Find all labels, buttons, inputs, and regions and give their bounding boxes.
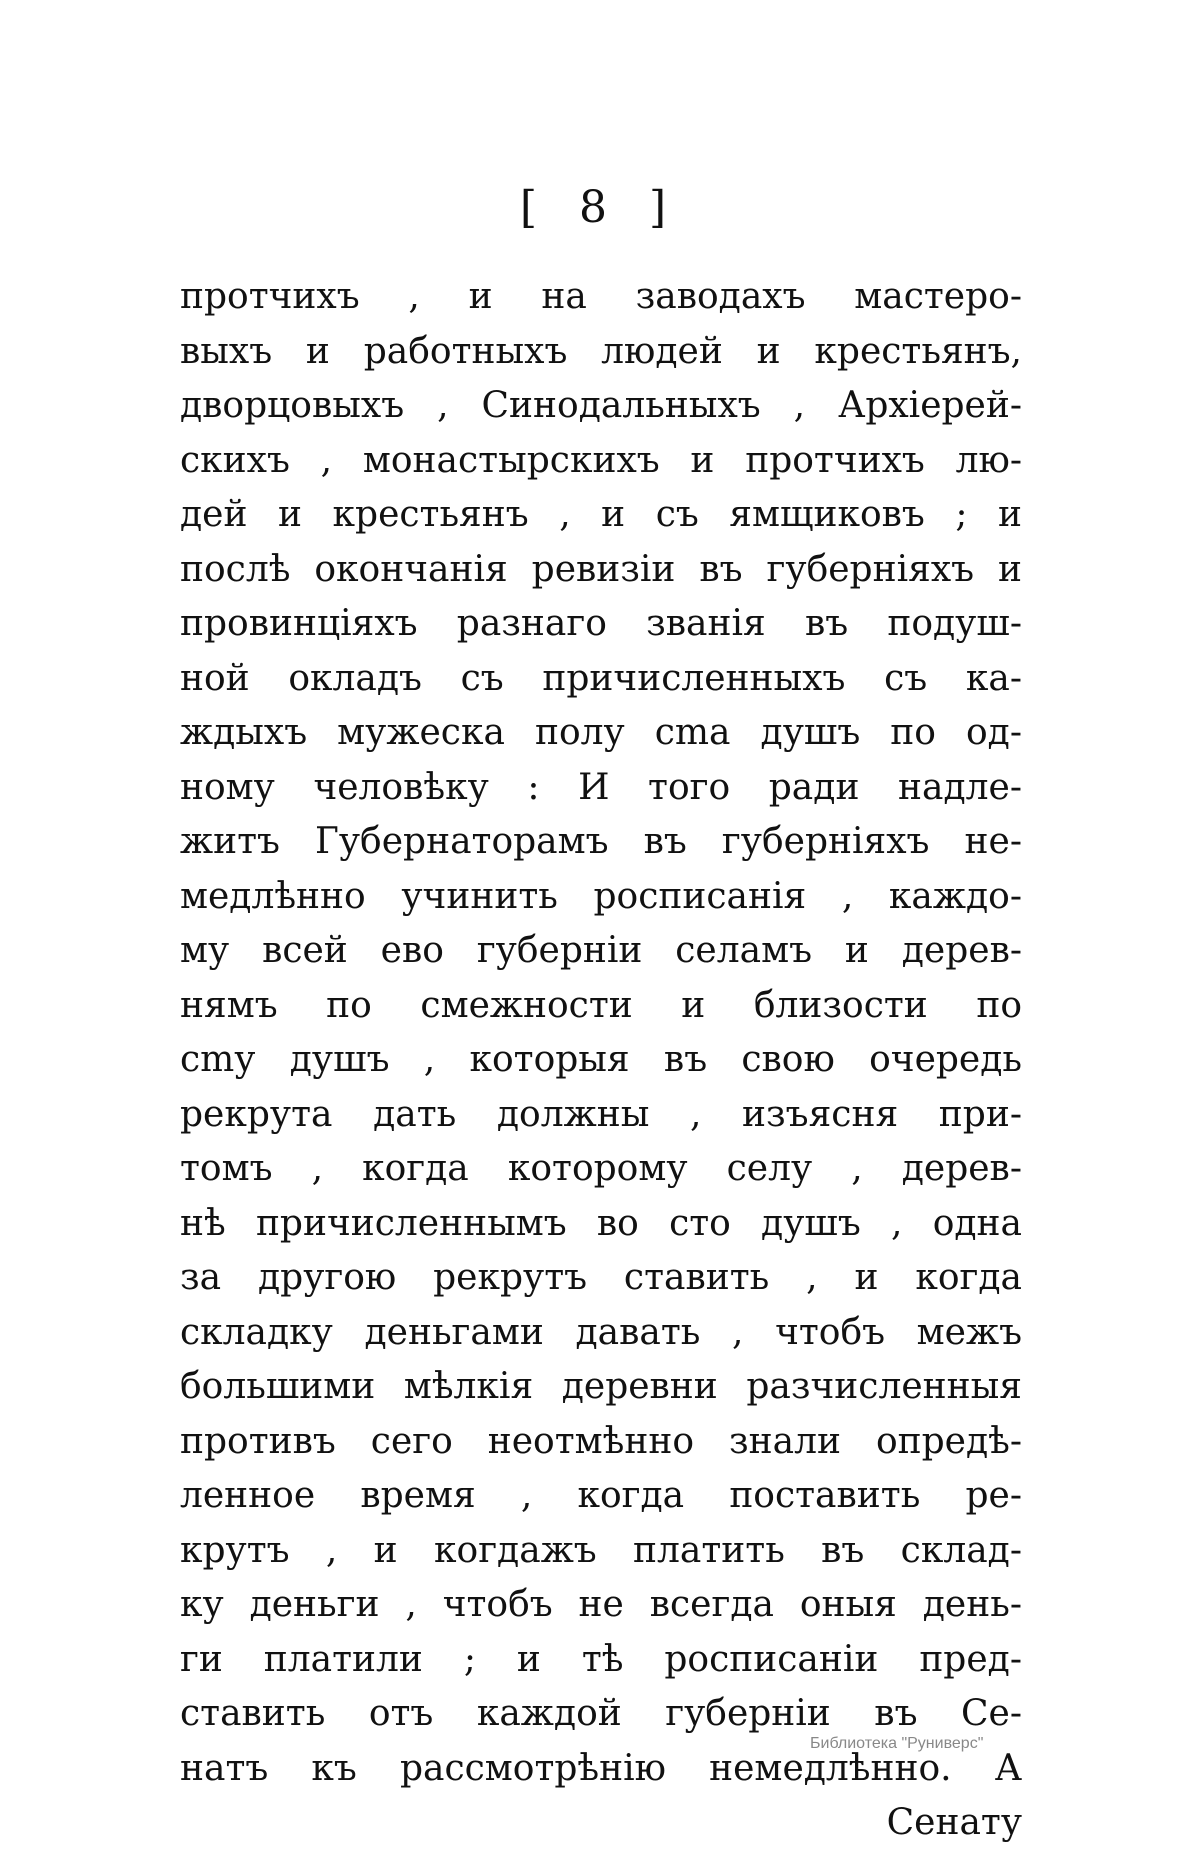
- text-line: нямъ по смежности и близости по: [180, 984, 1022, 1026]
- text-line: ленное время , когда поставить ре-: [180, 1475, 1022, 1516]
- text-line: выхъ и работныхъ людей и крестьянъ,: [180, 330, 1022, 372]
- text-line: крутъ , и когдажъ платить въ склад-: [180, 1529, 1022, 1571]
- text-block: [180, 270, 1022, 1851]
- text-line: натъ къ рассмотрѣнiю немедлѣнно. А: [180, 1747, 1022, 1789]
- text-line: му всей ево губернiи селамъ и дерев-: [180, 930, 1022, 971]
- text-line: дворцовыхъ , Синодальныхъ , Архiерей-: [180, 385, 1022, 426]
- text-line: ному человѣку : И того ради надле-: [180, 766, 1022, 808]
- text-line: житъ Губернаторамъ въ губернiяхъ не-: [180, 821, 1022, 862]
- text-line: скихъ , монастырскихъ и протчихъ лю-: [180, 439, 1022, 481]
- text-line: дей и крестьянъ , и съ ямщиковъ ; и: [180, 494, 1022, 535]
- text-line: ги платили ; и тѣ росписанiи пред-: [180, 1638, 1022, 1680]
- library-watermark: Библиотека "Руниверс": [810, 1735, 984, 1752]
- catchword: Сенату: [886, 1802, 1022, 1843]
- text-line: медлѣнно учинить росписанiя , каждо-: [180, 875, 1022, 917]
- page-number: [ 8 ]: [519, 182, 681, 233]
- text-line: ной окладъ съ причисленныхъ съ ка-: [180, 657, 1022, 699]
- text-line: большими мѣлкiя деревни разчисленныя: [180, 1366, 1022, 1407]
- text-line: ставить отъ каждой губернiи въ Се-: [180, 1693, 1022, 1734]
- text-line: томъ , когда которому селу , дерев-: [180, 1148, 1022, 1189]
- text-line: складку деньгами давать , чтобъ межъ: [180, 1311, 1022, 1353]
- text-line: сmу душъ , которыя въ свою очередь: [180, 1039, 1022, 1080]
- text-line: нѣ причисленнымъ во сто душъ , одна: [180, 1202, 1022, 1244]
- text-line: ждыхъ мужеска полу сmа душъ по од-: [180, 712, 1022, 753]
- text-line: за другою рекрутъ ставить , и когда: [180, 1257, 1022, 1298]
- text-line: ку деньги , чтобъ не всегда оныя день-: [180, 1584, 1022, 1625]
- text-line: протчихъ , и на заводахъ мастеро-: [180, 276, 1022, 317]
- text-line: послѣ окончанiя ревизiи въ губернiяхъ и: [180, 548, 1022, 590]
- text-line: провинцiяхъ разнаго званiя въ подуш-: [180, 603, 1022, 644]
- text-line: противъ сего неотмѣнно знали опредѣ-: [180, 1420, 1022, 1462]
- text-line: рекрута дать должны , изъясня при-: [180, 1093, 1022, 1135]
